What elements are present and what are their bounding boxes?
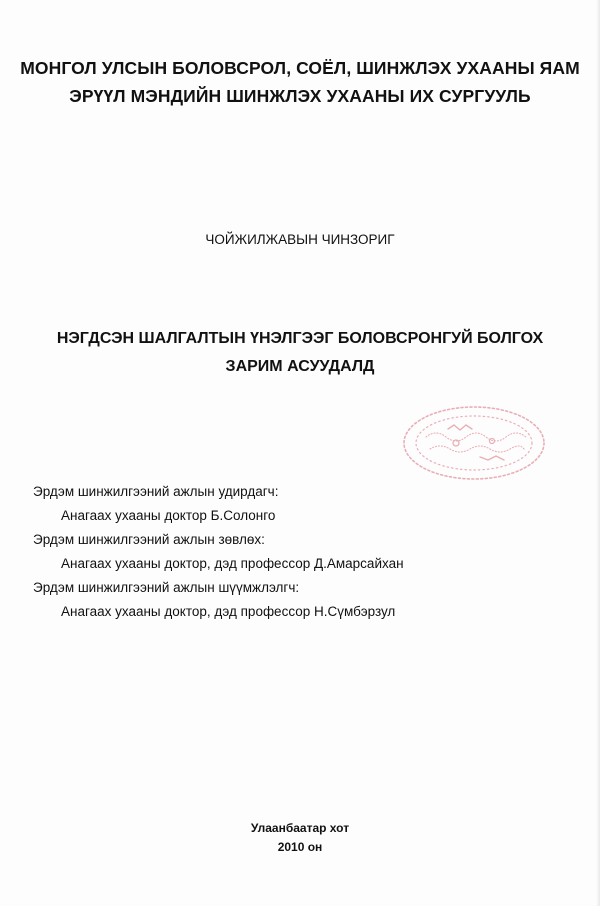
ministry-heading: МОНГОЛ УЛСЫН БОЛОВСРОЛ, СОЁЛ, ШИНЖЛЭХ УХААНЫ ЯАМ [20,58,580,78]
advisor-name: Анагаах ухааны доктор, дэд профессор Д.Амарсайхан [61,556,404,571]
advisor-role-label: Эрдэм шинжилгээний ажлын зөвлөх: [33,532,265,547]
supervisor-role-label: Эрдэм шинжилгээний ажлын удирдагч: [33,484,279,499]
thesis-title-line-1: НЭГДСЭН ШАЛГАЛТЫН ҮНЭЛГЭЭГ БОЛОВСРОНГУЙ БОЛГОХ [56,330,544,347]
author-name: ЧОЙЖИЛЖАВЫН ЧИНЗОРИГ [205,232,395,247]
seal-stamp-icon [400,403,548,483]
thesis-title-line-2: ЗАРИМ АСУУДАЛД [225,358,375,375]
supervisor-name: Анагаах ухааны доктор Б.Солонго [61,508,276,523]
reviewer-role-label: Эрдэм шинжилгээний ажлын шүүмжлэлгч: [33,580,300,595]
university-heading: ЭРҮҮЛ МЭНДИЙН ШИНЖЛЭХ УХААНЫ ИХ СУРГУУЛЬ [69,86,531,106]
page-edge-shadow [596,0,600,906]
supervision-block [33,480,404,624]
reviewer-name: Анагаах ухааны доктор, дэд профессор Н.Сүмбэрзул [61,604,396,619]
publication-year: 2010 он [277,840,323,854]
publication-city: Улаанбаатар хот [250,821,350,835]
